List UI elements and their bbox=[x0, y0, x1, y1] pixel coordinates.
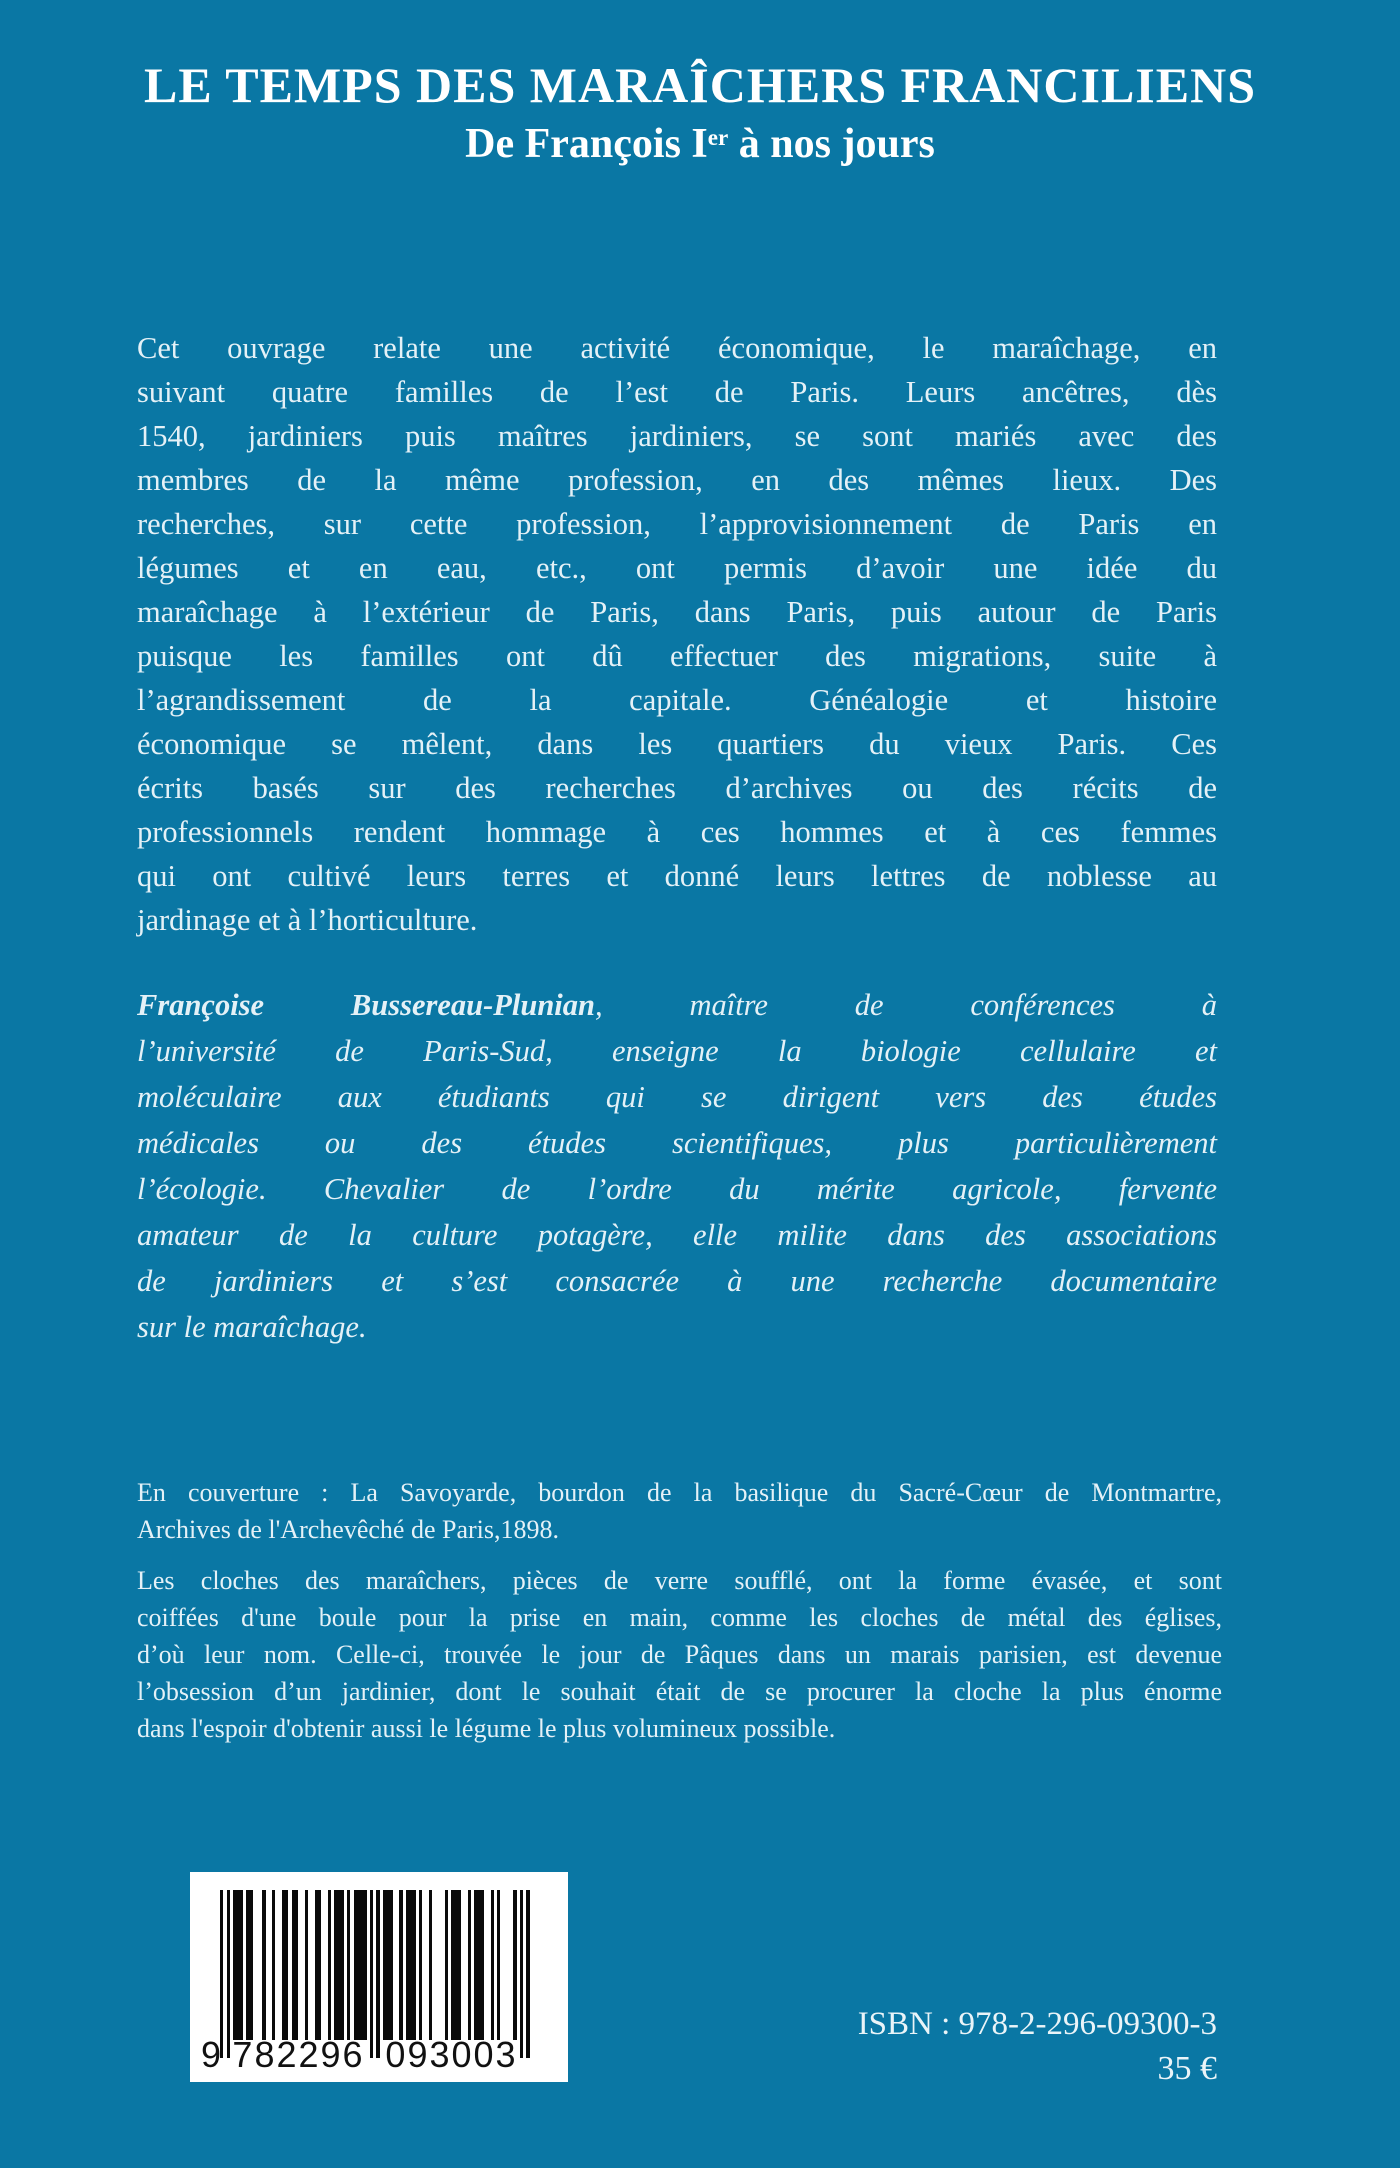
barcode-digits-right: 093003 bbox=[385, 2034, 518, 2075]
author-name: Françoise Bussereau-Plunian bbox=[137, 988, 595, 1022]
subtitle-prefix: De François I bbox=[465, 121, 708, 167]
book-subtitle bbox=[0, 120, 1400, 168]
barcode-digit-first: 9 bbox=[200, 2034, 222, 2075]
subtitle-superscript: er bbox=[707, 124, 729, 151]
barcode bbox=[190, 1872, 568, 2082]
book-title: LE TEMPS DES MARAÎCHERS FRANCILIENS bbox=[143, 57, 1257, 113]
subtitle-suffix: à nos jours bbox=[728, 121, 935, 167]
isbn-text: ISBN : 978-2-296-09300-3 bbox=[857, 2006, 1217, 2042]
author-bio-lines: l’université de Paris-Sud, enseigne la biologie cellulaire et moléculaire aux étudiants qui se dirigent vers des études médicales ou des études scientifiques, plus particulièrement l’écologie. Chevalier de l’ordre du mérite agricole, fervente amateur de la culture potagère, elle milite dans des associations de jardiniers et s’est consacrée à une recherche documentaire sur le maraîchage. bbox=[137, 1034, 1217, 1344]
description-paragraph: Cet ouvrage relate une activité économique, le maraîchage, en suivant quatre familles de l’est de Paris. Leurs ancêtres, dès 1540, jardiniers puis maîtres jardiniers, se sont mariés avec des membres de la même profession, en des mêmes lieux. Des recherches, sur cette profession, l’approvisionnement de Paris en légumes et en eau, etc., ont permis d’avoir une idée du maraîchage à l’extérieur de Paris, dans Paris, puis autour de Paris puisque les familles ont dû effectuer des migrations, suite à l’agrandissement de la capitale. Généalogie et histoire économique se mêlent, dans les quartiers du vieux Paris. Ces écrits basés sur des recherches d’archives ou des récits de professionnels rendent hommage à ces hommes et à ces femmes qui ont cultivé leurs terres et donné leurs lettres de noblesse au jardinage et à l’horticulture. bbox=[137, 331, 1217, 937]
author-bio-first-line bbox=[137, 982, 1217, 1028]
cover-credit-note: En couverture : La Savoyarde, bourdon de la basilique du Sacré-Cœur de Montmartre, Archives de l'Archevêché de Paris,1898. bbox=[137, 1478, 1222, 1544]
price-text: 35 € bbox=[1157, 2050, 1217, 2087]
author-bio bbox=[137, 982, 1217, 1350]
author-bio-first-line-rest: , maître de conférences à bbox=[595, 988, 1217, 1022]
barcode-digits-left: 782296 bbox=[232, 2034, 365, 2075]
bell-cloche-note: Les cloches des maraîchers, pièces de verre soufflé, ont la forme évasée, et sont coiffées d'une boule pour la prise en main, comme les cloches de métal des églises, d’où leur nom. Celle-ci, trouvée le jour de Pâques dans un marais parisien, est devenue l’obsession d’un jardinier, dont le souhait était de se procurer la cloche la plus énorme dans l'espoir d'obtenir aussi le légume le plus volumineux possible. bbox=[137, 1566, 1222, 1743]
